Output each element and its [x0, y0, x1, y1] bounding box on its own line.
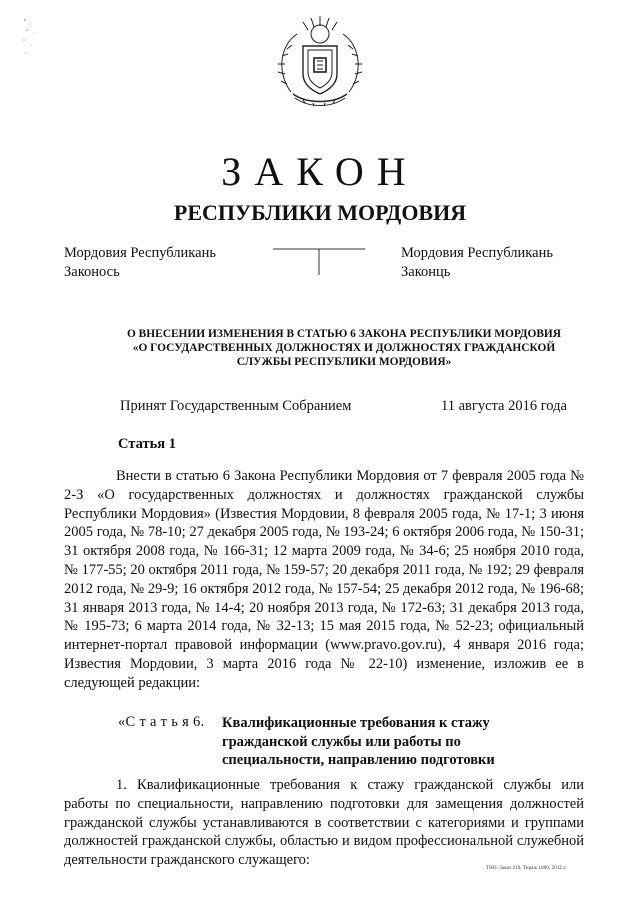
scan-speckles: [22, 18, 48, 58]
article-6-title-line1: Квалификационные требования к стажу: [222, 715, 490, 731]
header-left-line1: Мордовия Республикань: [64, 245, 216, 261]
article-6-title-line2: гражданской службы или работы по: [222, 733, 461, 750]
article-6-title-line3: специальности, направлению подготовки: [222, 752, 495, 768]
header-divider: [273, 247, 365, 275]
adopted-label: Принят Государственным Собранием: [120, 398, 352, 414]
print-footer-note: ТНО. Заказ 219. Тираж 1000. 2012 г.: [486, 866, 567, 871]
article-1-title: Статья 1: [118, 436, 176, 452]
header-right-line2: Законць: [401, 264, 451, 280]
law-heading-line3: СЛУЖБЫ РЕСПУБЛИКИ МОРДОВИЯ»: [236, 356, 452, 368]
adopted-date: 11 августа 2016 года: [441, 398, 567, 414]
header-right-line1: Мордовия Республикань: [401, 245, 553, 261]
law-heading-line2: «О ГОСУДАРСТВЕННЫХ ДОЛЖНОСТЯХ И ДОЛЖНОСТЯХ ГРАЖДАНСКОЙ: [132, 342, 556, 354]
header-left-line2: Законось: [64, 264, 120, 280]
coat-of-arms-emblem: [273, 12, 367, 110]
law-heading: [64, 327, 624, 369]
document-title: ЗАКОН: [221, 149, 419, 194]
header-right: [401, 244, 553, 282]
article-6-title: [222, 714, 542, 770]
law-heading-line1: О ВНЕСЕНИИ ИЗМЕНЕНИЯ В СТАТЬЮ 6 ЗАКОНА РЕСПУБЛИКИ МОРДОВИЯ: [126, 328, 562, 340]
article-6-label: «С т а т ь я 6.: [118, 714, 205, 730]
document-subtitle: РЕСПУБЛИКИ МОРДОВИЯ: [173, 200, 467, 225]
paragraph-article-6-item-1: 1. Квалификационные требования к стажу гражданской службы или работы по специальности, направлению подготовки для замещения должностей гражданской службы устанавливаются в соответствии с категориями и группами должностей гражданской службы, областью и видом профессиональной служебной деятельности гражданского служащего:: [64, 777, 584, 869]
paragraph-article-1: Внести в статью 6 Закона Республики Мордовия от 7 февраля 2005 года № 2-З «О государственных должностях и должностях гражданской службы Республики Мордовия» (Известия Мордовии, 8 февраля 2005 года, № 17-1; 3 июня 2005 года, № 78-10; 27 декабря 2005 года, № 193-24; 6 октября 2006 года, № 150-31; 31 октября 2008 года, № 166-31; 12 марта 2009 года, № 34-6; 25 ноября 2010 года, № 177-55; 20 октября 2011 года, № 159-57; 20 декабря 2011 года, № 192; 29 февраля 2012 года, № 29-9; 16 октября 2012 года, № 157-54; 25 декабря 2012 года, № 196-68; 31 января 2013 года, № 14-4; 20 ноября 2013 года, № 172-63; 31 декабря 2013 года, № 195-73; 6 марта 2014 года, № 32-13; 15 мая 2015 года, № 52-23; официальный интернет-портал правовой информации (www.pravo.gov.ru), 4 января 2016 года; Известия Мордовии, 3 марта 2016 года № 22-10) изменение, изложив ее в следующей редакции:: [64, 468, 584, 691]
header-left: [64, 244, 216, 282]
